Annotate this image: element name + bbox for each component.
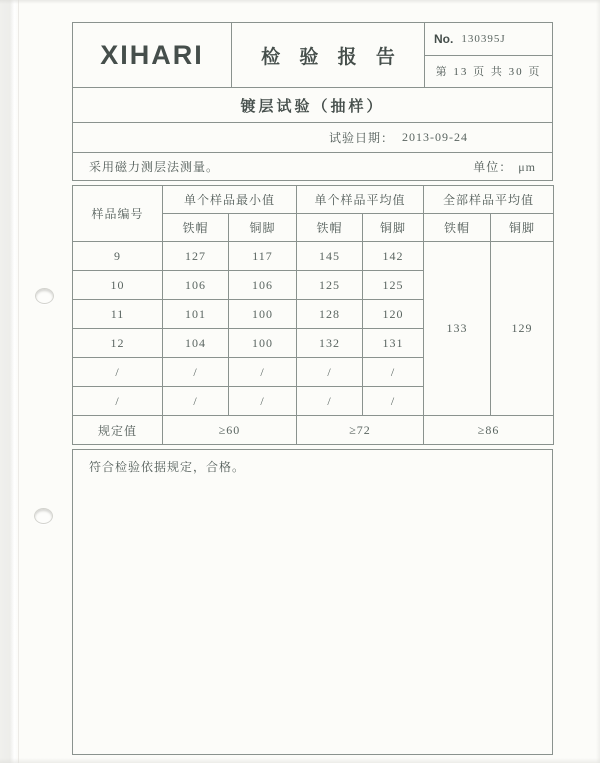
subcol-avg-iron-cap: 铁帽 [297,214,363,242]
spec-all-value: ≥86 [424,416,554,445]
test-date-label: 试验日期： [329,131,395,145]
test-date-row [73,122,552,152]
cell-avg-iron: / [297,358,363,387]
cell-min-copper: / [229,387,297,416]
cell-avg-copper: 120 [363,300,424,329]
page-count-text: 第 13 页 共 30 页 [435,66,542,79]
cell-min-iron: / [163,358,229,387]
cell-avg-iron: 132 [297,329,363,358]
cell-sample-id: 11 [73,300,163,329]
cell-min-iron: 127 [163,242,229,271]
method-unit-row [73,152,552,180]
cell-min-copper: 100 [229,329,297,358]
conclusion-box [72,449,553,755]
cell-avg-copper: 131 [363,329,424,358]
cell-min-iron: / [163,387,229,416]
subcol-all-copper-foot: 铜脚 [491,214,554,242]
conclusion-text: 符合检验依据规定，合格。 [89,460,246,474]
page-edge-shading-left [0,0,19,763]
logo-text: XIHARI [100,39,204,70]
report-number-value: 130395J [461,32,506,45]
report-title-cell [232,23,425,87]
subcol-avg-copper-foot: 铜脚 [363,214,424,242]
page-edge-shading-bottom [0,758,600,763]
unit-value: μm [518,160,536,174]
spec-row [73,416,554,445]
unit-label: 单位： [473,160,513,174]
table-group-header-row [73,186,554,214]
punch-hole-bottom [34,508,53,524]
cell-min-iron: 101 [163,300,229,329]
punch-hole-top [35,288,54,304]
spec-min-value: ≥60 [163,416,297,445]
cell-sample-id: 12 [73,329,163,358]
test-date-value: 2013-09-24 [402,130,469,144]
cell-avg-copper: 142 [363,242,424,271]
cell-min-copper: 100 [229,300,297,329]
cell-overall-iron: 133 [424,242,491,416]
logo [73,23,232,87]
cell-sample-id: / [73,387,163,416]
cell-avg-copper: / [363,358,424,387]
col-header-sample: 样品编号 [73,186,163,242]
cell-min-iron: 104 [163,329,229,358]
report-number-label: No. [434,31,454,46]
cell-min-copper: 117 [229,242,297,271]
cell-min-copper: / [229,358,297,387]
header-top-row [73,23,552,87]
page-edge-shading-right [596,0,600,763]
col-group-min: 单个样品最小值 [163,186,297,214]
table-row [73,242,554,271]
cell-avg-copper: 125 [363,271,424,300]
page-count-row [425,56,552,88]
cell-avg-iron: 145 [297,242,363,271]
cell-min-iron: 106 [163,271,229,300]
report-title: 检 验 报 告 [261,46,402,68]
spec-label: 规定值 [73,416,163,445]
col-group-all: 全部样品平均值 [424,186,554,214]
subcol-min-copper-foot: 铜脚 [229,214,297,242]
spec-avg-value: ≥72 [297,416,424,445]
section-title: 镀层试验（抽样） [240,98,385,115]
page-edge-shading-top [0,0,600,4]
cell-min-copper: 106 [229,271,297,300]
report-number-row [425,23,552,56]
section-title-row [73,87,552,122]
report-number-cell [425,23,552,87]
unit-note [473,158,536,175]
results-table [72,185,554,445]
cell-sample-id: / [73,358,163,387]
cell-avg-iron: 128 [297,300,363,329]
cell-avg-iron: / [297,387,363,416]
cell-sample-id: 9 [73,242,163,271]
cell-overall-copper: 129 [491,242,554,416]
cell-sample-id: 10 [73,271,163,300]
cell-avg-iron: 125 [297,271,363,300]
report-header [72,22,553,181]
subcol-all-iron-cap: 铁帽 [424,214,491,242]
subcol-min-iron-cap: 铁帽 [163,214,229,242]
col-group-avg: 单个样品平均值 [297,186,424,214]
cell-avg-copper: / [363,387,424,416]
method-note: 采用磁力测层法测量。 [89,160,220,174]
